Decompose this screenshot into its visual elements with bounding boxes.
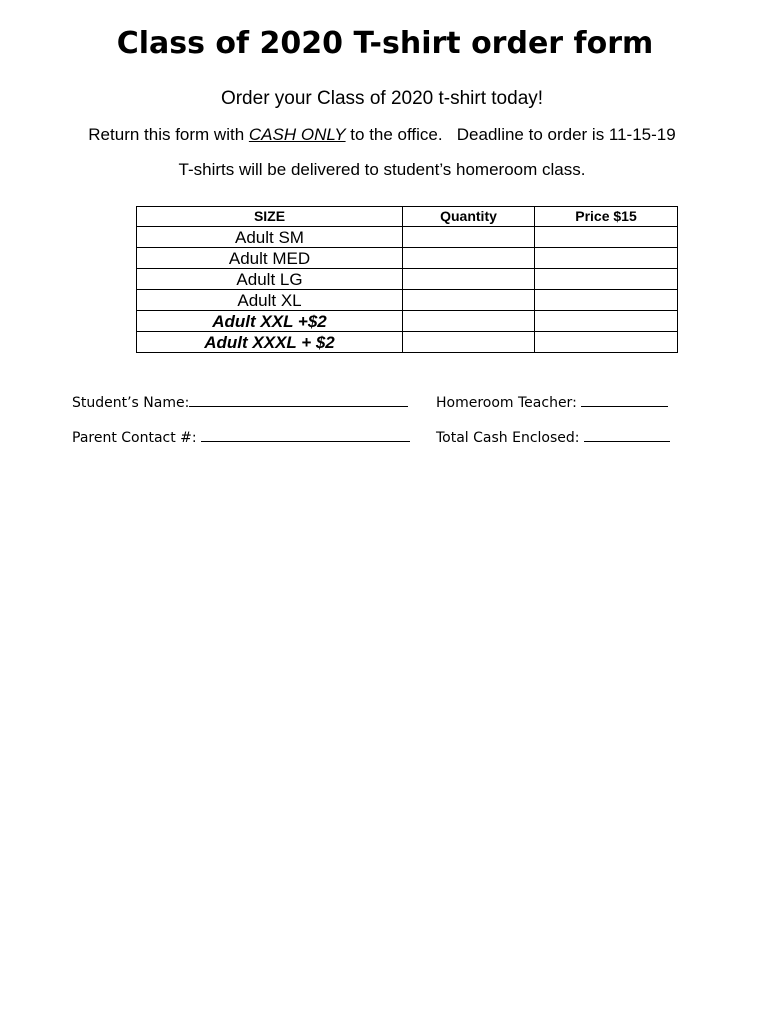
delivery-note: T-shirts will be delivered to student’s homeroom class.	[178, 160, 586, 179]
quantity-cell[interactable]	[403, 227, 535, 248]
size-cell: Adult XL	[137, 290, 403, 311]
table-row	[137, 332, 678, 353]
form-title: Class of 2020 T-shirt order form	[116, 26, 654, 61]
quantity-cell[interactable]	[403, 269, 535, 290]
parent-contact-label: Parent Contact #:	[72, 430, 202, 446]
price-cell[interactable]	[535, 332, 678, 353]
table-row	[137, 311, 678, 332]
return-suffix: to the office. Deadline to order is 11-15-19	[345, 125, 676, 144]
price-cell[interactable]	[535, 227, 678, 248]
table-row	[137, 269, 678, 290]
parent-contact-blank[interactable]	[201, 426, 410, 442]
size-cell: Adult XXXL + $2	[137, 332, 403, 353]
student-name-blank[interactable]	[189, 391, 408, 407]
order-table	[136, 206, 678, 353]
price-cell[interactable]	[535, 311, 678, 332]
size-cell: Adult SM	[137, 227, 403, 248]
table-row	[137, 290, 678, 311]
return-instructions	[0, 125, 764, 145]
total-cash-blank[interactable]	[584, 426, 670, 442]
price-cell[interactable]	[535, 290, 678, 311]
header-price: Price $15	[535, 207, 678, 227]
price-cell[interactable]	[535, 269, 678, 290]
quantity-cell[interactable]	[403, 248, 535, 269]
total-cash-field	[436, 426, 670, 446]
size-cell: Adult LG	[137, 269, 403, 290]
size-cell: Adult MED	[137, 248, 403, 269]
header-size: SIZE	[137, 207, 403, 227]
total-cash-label: Total Cash Enclosed:	[436, 430, 584, 446]
homeroom-teacher-field	[436, 391, 668, 411]
form-subtitle: Order your Class of 2020 t-shirt today!	[220, 88, 544, 109]
cash-only-text: CASH ONLY	[248, 125, 346, 144]
student-name-field	[72, 391, 408, 411]
quantity-cell[interactable]	[403, 332, 535, 353]
student-name-label: Student’s Name:	[72, 395, 190, 411]
header-quantity: Quantity	[403, 207, 535, 227]
homeroom-teacher-label: Homeroom Teacher:	[436, 395, 582, 411]
price-cell[interactable]	[535, 248, 678, 269]
quantity-cell[interactable]	[403, 290, 535, 311]
parent-contact-field	[72, 426, 410, 446]
table-row	[137, 227, 678, 248]
quantity-cell[interactable]	[403, 311, 535, 332]
table-row	[137, 248, 678, 269]
return-prefix: Return this form with	[88, 125, 249, 144]
size-cell: Adult XXL +$2	[137, 311, 403, 332]
table-header-row	[137, 207, 678, 227]
homeroom-teacher-blank[interactable]	[581, 391, 668, 407]
